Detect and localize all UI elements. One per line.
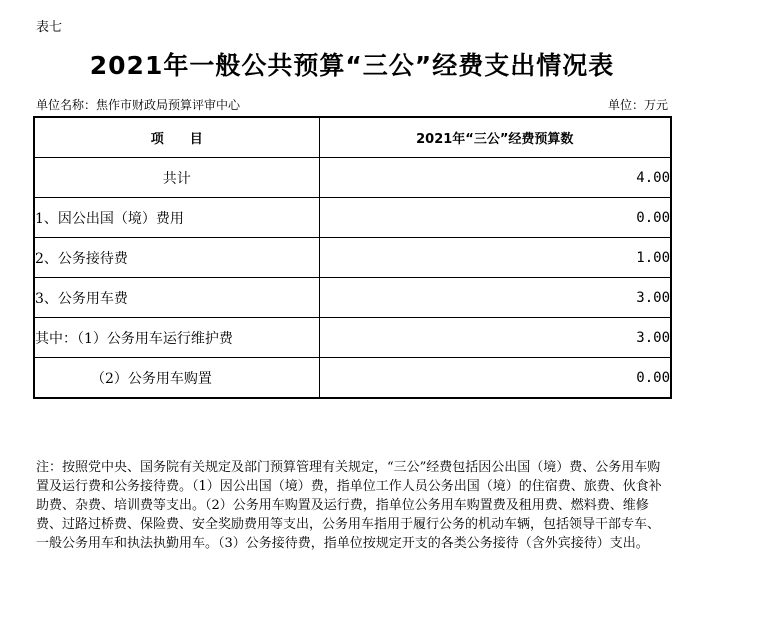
table-row bbox=[34, 158, 671, 198]
table-row bbox=[34, 278, 671, 318]
unit-organization: 单位名称：焦作市财政局预算评审中心 bbox=[36, 98, 241, 112]
row-item-total: 共计 bbox=[34, 158, 319, 198]
unit-label: 单位：万元 bbox=[607, 98, 668, 112]
row-amount-total: 4.00 bbox=[319, 158, 671, 198]
column-header-item: 项 目 bbox=[34, 117, 319, 158]
table-row bbox=[34, 358, 671, 399]
row-item-overseas: 1、因公出国（境）费用 bbox=[34, 198, 319, 238]
row-amount-overseas: 0.00 bbox=[319, 198, 671, 238]
row-item-vehicle-operation: 其中：（1）公务用车运行维护费 bbox=[34, 318, 319, 358]
row-item-vehicle: 3、公务用车费 bbox=[34, 278, 319, 318]
page-title: 2021年一般公共预算“三公”经费支出情况表 bbox=[89, 51, 615, 80]
column-header-amount: 2021年“三公”经费预算数 bbox=[319, 117, 671, 158]
row-amount-reception: 1.00 bbox=[319, 238, 671, 278]
table-header-row bbox=[34, 117, 671, 158]
table-number-label: 表七 bbox=[36, 20, 63, 35]
row-item-vehicle-purchase: （2）公务用车购置 bbox=[34, 358, 319, 399]
budget-table bbox=[33, 116, 672, 399]
table-row bbox=[34, 318, 671, 358]
table-row bbox=[34, 198, 671, 238]
row-amount-vehicle-operation: 3.00 bbox=[319, 318, 671, 358]
table-row bbox=[34, 238, 671, 278]
row-amount-vehicle: 3.00 bbox=[319, 278, 671, 318]
row-item-reception: 2、公务接待费 bbox=[34, 238, 319, 278]
footnote: 注：按照党中央、国务院有关规定及部门预算管理有关规定，“三公”经费包括因公出国（境）费、公务用车购置及运行费和公务接待费。（1）因公出国（境）费，指单位工作人员公务出国（境）的住宿费、旅费、伙食补助费、杂费、培训费等支出。（2）公务用车购置及运行费，指单位公务用车购置费及租用费、燃料费、维修费、过路过桥费、保险费、安全奖励费用等支出，公务用车指用于履行公务的机动车辆，包括领导干部专车、一般公务用车和执法执勤用车。（3）公务接待费，指单位按规定开支的各类公务接待（含外宾接待）支出。 bbox=[36, 460, 662, 551]
row-amount-vehicle-purchase: 0.00 bbox=[319, 358, 671, 399]
